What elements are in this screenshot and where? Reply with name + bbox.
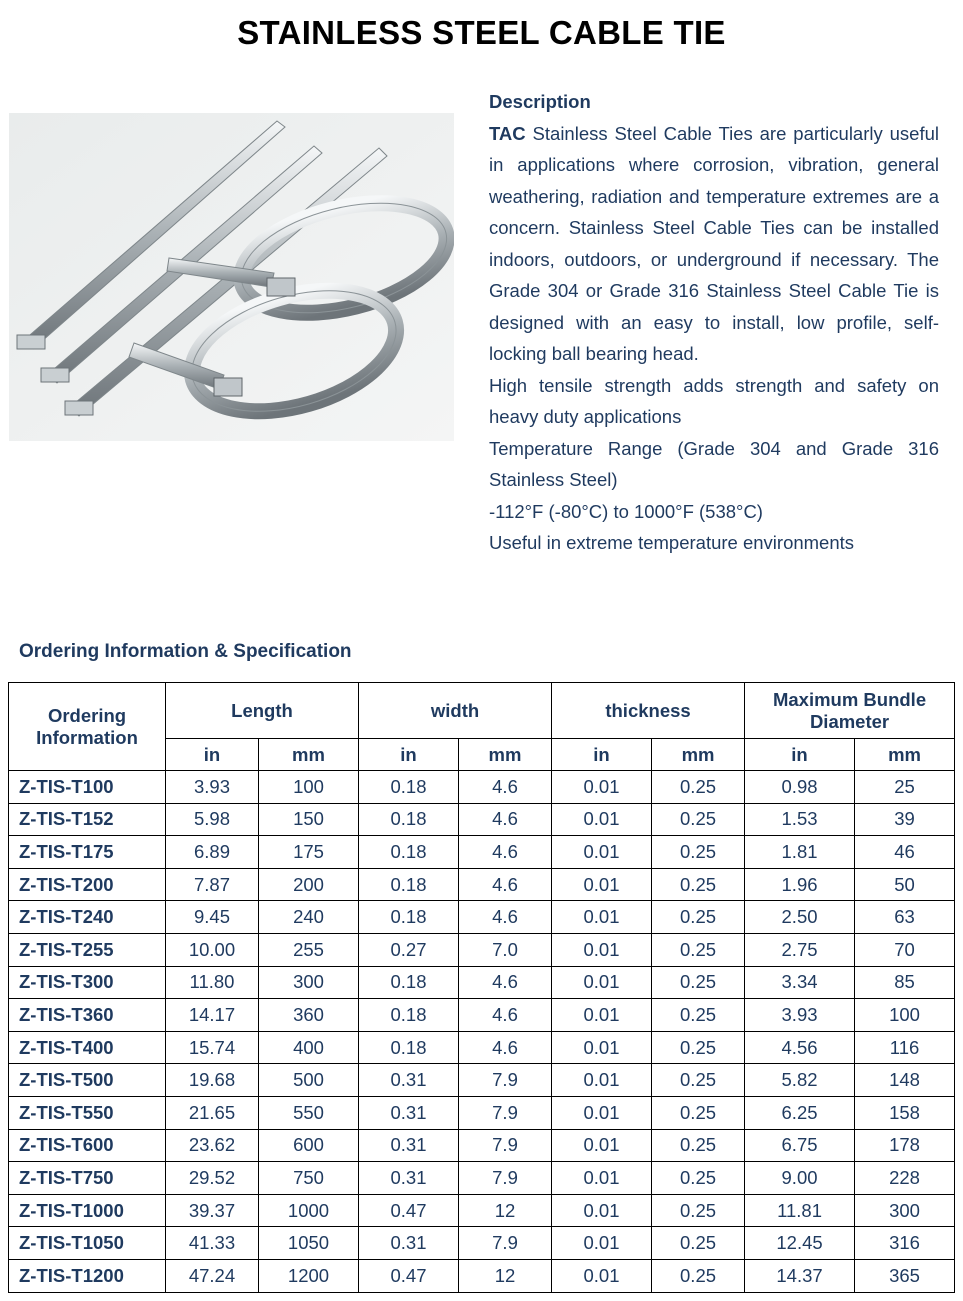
description-heading: Description: [489, 91, 591, 112]
cell-length-mm: 255: [259, 933, 359, 966]
cell-width-in: 0.47: [359, 1194, 459, 1227]
cell-width-in: 0.18: [359, 1031, 459, 1064]
cell-width-mm: 4.6: [459, 999, 552, 1032]
cell-width-in: 0.18: [359, 803, 459, 836]
cell-thickness-mm: 0.25: [652, 1096, 745, 1129]
cell-thickness-in: 0.01: [552, 999, 652, 1032]
cell-thickness-mm: 0.25: [652, 1259, 745, 1292]
cell-width-in: 0.47: [359, 1259, 459, 1292]
cell-length-in: 23.62: [166, 1129, 259, 1162]
cell-width-in: 0.18: [359, 836, 459, 869]
table-row: [9, 868, 955, 901]
cell-thickness-mm: 0.25: [652, 836, 745, 869]
cell-width-in: 0.31: [359, 1162, 459, 1195]
unit-header: mm: [459, 739, 552, 771]
description-block: [489, 86, 939, 559]
cell-thickness-in: 0.01: [552, 836, 652, 869]
table-row: [9, 1194, 955, 1227]
cell-width-mm: 7.9: [459, 1096, 552, 1129]
cell-length-in: 41.33: [166, 1227, 259, 1260]
cell-length-in: 11.80: [166, 966, 259, 999]
cell-length-mm: 360: [259, 999, 359, 1032]
cell-thickness-mm: 0.25: [652, 1064, 745, 1097]
cell-bundle-mm: 158: [855, 1096, 955, 1129]
cell-bundle-mm: 50: [855, 868, 955, 901]
cell-model: Z-TIS-T300: [9, 966, 166, 999]
cell-model: Z-TIS-T1200: [9, 1259, 166, 1292]
cell-bundle-in: 1.53: [745, 803, 855, 836]
cell-width-mm: 4.6: [459, 901, 552, 934]
cell-model: Z-TIS-T550: [9, 1096, 166, 1129]
cell-bundle-mm: 316: [855, 1227, 955, 1260]
cell-bundle-in: 6.75: [745, 1129, 855, 1162]
cell-model: Z-TIS-T240: [9, 901, 166, 934]
unit-header: in: [552, 739, 652, 771]
table-row: [9, 1227, 955, 1260]
unit-header: in: [359, 739, 459, 771]
cell-bundle-in: 9.00: [745, 1162, 855, 1195]
cell-length-mm: 600: [259, 1129, 359, 1162]
cell-thickness-mm: 0.25: [652, 1194, 745, 1227]
cell-model: Z-TIS-T400: [9, 1031, 166, 1064]
cell-length-in: 6.89: [166, 836, 259, 869]
cell-thickness-mm: 0.25: [652, 771, 745, 804]
cell-length-mm: 400: [259, 1031, 359, 1064]
cell-thickness-in: 0.01: [552, 1227, 652, 1260]
cell-bundle-in: 2.75: [745, 933, 855, 966]
cell-width-in: 0.31: [359, 1129, 459, 1162]
cell-length-mm: 1200: [259, 1259, 359, 1292]
cell-thickness-mm: 0.25: [652, 901, 745, 934]
cell-width-mm: 4.6: [459, 771, 552, 804]
description-text: Stainless Steel Cable Ties are particularly useful in applications where corrosion, vibration, general weathering, radiation and temperature extremes are a concern. Stainless Steel Cable Ties can be installed indoors, outdoors, or underground if necessary. The Grade 304 or Grade 316 Stainless Steel Cable Tie is designed with an easy to install, low profile, self-locking ball bearing head.: [489, 122, 939, 364]
unit-header: mm: [652, 739, 745, 771]
cell-thickness-in: 0.01: [552, 1129, 652, 1162]
unit-header: mm: [259, 739, 359, 771]
cell-thickness-in: 0.01: [552, 1162, 652, 1195]
cable-tie-photo: [9, 113, 454, 441]
temperature-range-label: Temperature Range (Grade 304 and Grade 316 Stainless Steel): [489, 437, 939, 490]
cell-width-in: 0.18: [359, 868, 459, 901]
cell-length-in: 14.17: [166, 999, 259, 1032]
cell-thickness-in: 0.01: [552, 771, 652, 804]
cell-width-mm: 4.6: [459, 803, 552, 836]
cell-thickness-mm: 0.25: [652, 933, 745, 966]
cell-length-mm: 175: [259, 836, 359, 869]
cell-thickness-mm: 0.25: [652, 868, 745, 901]
cell-thickness-in: 0.01: [552, 901, 652, 934]
unit-header: mm: [855, 739, 955, 771]
cell-length-in: 10.00: [166, 933, 259, 966]
cell-bundle-in: 1.81: [745, 836, 855, 869]
table-row: [9, 999, 955, 1032]
cell-model: Z-TIS-T1050: [9, 1227, 166, 1260]
header-length: Length: [166, 683, 359, 739]
cell-length-mm: 300: [259, 966, 359, 999]
cell-thickness-mm: 0.25: [652, 803, 745, 836]
cell-bundle-mm: 85: [855, 966, 955, 999]
cell-width-mm: 4.6: [459, 966, 552, 999]
header-max-bundle-diameter: Maximum Bundle Diameter: [745, 683, 955, 739]
cell-model: Z-TIS-T360: [9, 999, 166, 1032]
specification-table: [8, 682, 955, 1293]
cell-length-mm: 200: [259, 868, 359, 901]
page-title: STAINLESS STEEL CABLE TIE: [237, 14, 726, 51]
strength-note: High tensile strength adds strength and safety on heavy duty applications: [489, 374, 939, 427]
cell-bundle-in: 4.56: [745, 1031, 855, 1064]
cell-bundle-in: 14.37: [745, 1259, 855, 1292]
cell-thickness-in: 0.01: [552, 868, 652, 901]
cell-thickness-mm: 0.25: [652, 1129, 745, 1162]
table-row: [9, 933, 955, 966]
table-row: [9, 1031, 955, 1064]
table-row: [9, 771, 955, 804]
cell-width-mm: 7.9: [459, 1227, 552, 1260]
header-thickness: thickness: [552, 683, 745, 739]
cell-width-mm: 7.9: [459, 1064, 552, 1097]
table-row: [9, 803, 955, 836]
cell-bundle-mm: 228: [855, 1162, 955, 1195]
cell-bundle-in: 1.96: [745, 868, 855, 901]
cell-length-mm: 100: [259, 771, 359, 804]
cell-model: Z-TIS-T200: [9, 868, 166, 901]
cell-width-in: 0.18: [359, 771, 459, 804]
cell-model: Z-TIS-T750: [9, 1162, 166, 1195]
cell-length-in: 21.65: [166, 1096, 259, 1129]
table-row: [9, 1259, 955, 1292]
cell-length-mm: 150: [259, 803, 359, 836]
temperature-note: Useful in extreme temperature environments: [489, 532, 855, 553]
unit-header: in: [166, 739, 259, 771]
cell-width-mm: 7.0: [459, 933, 552, 966]
cell-width-mm: 4.6: [459, 868, 552, 901]
table-row: [9, 1064, 955, 1097]
cell-model: Z-TIS-T152: [9, 803, 166, 836]
cell-thickness-in: 0.01: [552, 1096, 652, 1129]
cell-bundle-mm: 178: [855, 1129, 955, 1162]
cell-thickness-mm: 0.25: [652, 966, 745, 999]
cell-bundle-in: 11.81: [745, 1194, 855, 1227]
cell-width-mm: 7.9: [459, 1162, 552, 1195]
cell-length-in: 19.68: [166, 1064, 259, 1097]
cell-width-in: 0.18: [359, 901, 459, 934]
cell-width-in: 0.31: [359, 1064, 459, 1097]
cell-length-in: 5.98: [166, 803, 259, 836]
cell-width-in: 0.27: [359, 933, 459, 966]
cell-thickness-mm: 0.25: [652, 1031, 745, 1064]
cell-thickness-mm: 0.25: [652, 999, 745, 1032]
cell-model: Z-TIS-T175: [9, 836, 166, 869]
cell-width-mm: 12: [459, 1194, 552, 1227]
cell-bundle-mm: 39: [855, 803, 955, 836]
table-row: [9, 836, 955, 869]
table-row: [9, 901, 955, 934]
table-row: [9, 966, 955, 999]
cell-bundle-mm: 63: [855, 901, 955, 934]
cell-bundle-mm: 300: [855, 1194, 955, 1227]
cell-length-mm: 500: [259, 1064, 359, 1097]
cell-bundle-mm: 70: [855, 933, 955, 966]
section-title: Ordering Information & Specification: [19, 641, 352, 662]
cell-length-in: 9.45: [166, 901, 259, 934]
cell-thickness-in: 0.01: [552, 1259, 652, 1292]
cell-length-mm: 240: [259, 901, 359, 934]
header-ordering-information: Ordering Information: [9, 683, 166, 771]
table-row: [9, 1096, 955, 1129]
cell-bundle-in: 0.98: [745, 771, 855, 804]
cell-width-mm: 12: [459, 1259, 552, 1292]
cell-bundle-in: 6.25: [745, 1096, 855, 1129]
cell-length-mm: 1050: [259, 1227, 359, 1260]
cell-bundle-in: 12.45: [745, 1227, 855, 1260]
cell-bundle-in: 3.34: [745, 966, 855, 999]
cell-thickness-in: 0.01: [552, 1194, 652, 1227]
unit-header: in: [745, 739, 855, 771]
cell-thickness-mm: 0.25: [652, 1227, 745, 1260]
cell-model: Z-TIS-T255: [9, 933, 166, 966]
cell-bundle-mm: 116: [855, 1031, 955, 1064]
cell-length-in: 47.24: [166, 1259, 259, 1292]
cell-width-mm: 4.6: [459, 1031, 552, 1064]
cell-length-mm: 750: [259, 1162, 359, 1195]
cell-model: Z-TIS-T1000: [9, 1194, 166, 1227]
cell-width-mm: 4.6: [459, 836, 552, 869]
cell-bundle-in: 5.82: [745, 1064, 855, 1097]
cell-bundle-in: 2.50: [745, 901, 855, 934]
cell-length-in: 7.87: [166, 868, 259, 901]
cell-width-in: 0.31: [359, 1096, 459, 1129]
cell-bundle-mm: 100: [855, 999, 955, 1032]
table-body: [9, 771, 955, 1293]
cell-length-mm: 550: [259, 1096, 359, 1129]
cell-width-in: 0.18: [359, 999, 459, 1032]
cell-thickness-in: 0.01: [552, 966, 652, 999]
cell-bundle-mm: 365: [855, 1259, 955, 1292]
temperature-range-value: -112°F (-80°C) to 1000°F (538°C): [489, 500, 763, 522]
cell-width-in: 0.31: [359, 1227, 459, 1260]
cell-thickness-in: 0.01: [552, 1031, 652, 1064]
cell-bundle-mm: 148: [855, 1064, 955, 1097]
header-width: width: [359, 683, 552, 739]
cell-bundle-mm: 46: [855, 836, 955, 869]
table-row: [9, 1129, 955, 1162]
description-paragraph: [489, 118, 939, 370]
cell-bundle-mm: 25: [855, 771, 955, 804]
cell-model: Z-TIS-T100: [9, 771, 166, 804]
cell-length-in: 15.74: [166, 1031, 259, 1064]
cell-bundle-in: 3.93: [745, 999, 855, 1032]
cell-width-mm: 7.9: [459, 1129, 552, 1162]
cell-length-in: 3.93: [166, 771, 259, 804]
cell-thickness-in: 0.01: [552, 933, 652, 966]
cell-model: Z-TIS-T500: [9, 1064, 166, 1097]
brand-name: TAC: [489, 122, 526, 144]
cell-thickness-in: 0.01: [552, 803, 652, 836]
cell-model: Z-TIS-T600: [9, 1129, 166, 1162]
cell-length-in: 39.37: [166, 1194, 259, 1227]
table-row: [9, 1162, 955, 1195]
cell-width-in: 0.18: [359, 966, 459, 999]
cell-thickness-mm: 0.25: [652, 1162, 745, 1195]
cell-length-in: 29.52: [166, 1162, 259, 1195]
cell-thickness-in: 0.01: [552, 1064, 652, 1097]
cell-length-mm: 1000: [259, 1194, 359, 1227]
